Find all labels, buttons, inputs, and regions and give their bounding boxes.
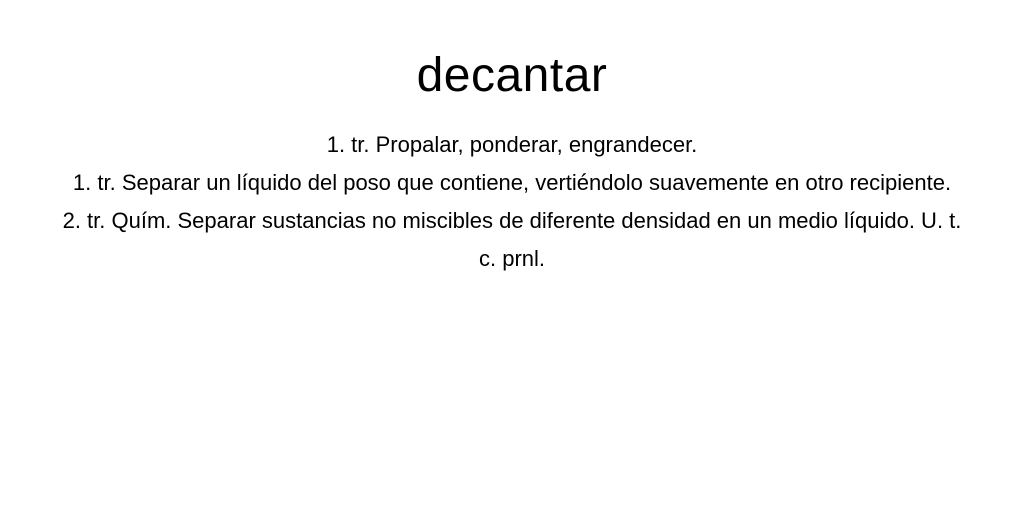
definition-item: 2. tr. Quím. Separar sustancias no miscibles de diferente densidad en un medio líquido. U. t. c. prnl. bbox=[62, 208, 962, 271]
definition-item: 1. tr. Propalar, ponderar, engrandecer. bbox=[326, 132, 698, 157]
definition-item: 1. tr. Separar un líquido del poso que contiene, vertiéndolo suavemente en otro recipiente. bbox=[72, 170, 952, 195]
definition-list bbox=[60, 126, 964, 278]
headword-title: decantar bbox=[416, 49, 608, 102]
